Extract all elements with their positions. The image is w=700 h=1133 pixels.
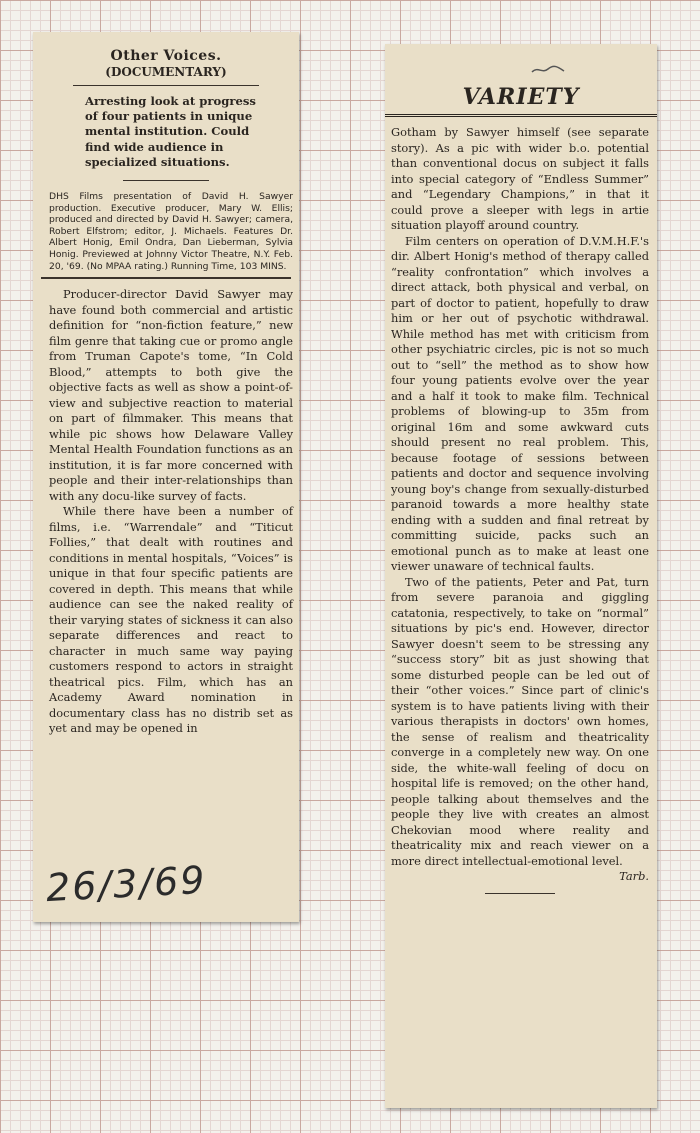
handwritten-date: 26/3/69 [44, 857, 208, 911]
divider [41, 277, 291, 279]
divider [385, 114, 657, 117]
review-body-left [33, 287, 299, 737]
review-body-right [385, 125, 657, 894]
divider [485, 893, 555, 894]
review-clipping-left [33, 32, 299, 922]
film-credits: DHS Films presentation of David H. Sawyer production. Executive producer, Mary W. Ellis; produced and directed by David H. Sawyer; camera, Robert Elfstrom; editor, J. Michaels. Features Dr. Albert Honig, Emil Ondra, Dan Lieberman, Sylvia Honig. Previewed at Johnny Victor Theatre, N.Y. Feb. 20, '69. (No MPAA rating.) Running Time, 103 MINS. [49, 191, 293, 272]
review-clipping-right [385, 44, 657, 1108]
paragraph: Two of the patients, Peter and Pat, turn from severe paranoia and giggling catatonia, respectively, to take on “normal” situations by pic's end. However, director Sawyer doesn't seem to be stressing any “success story” bit as just showing that some disturbed people can be led out of their “other voices.” Since part of clinic's system is to have patients living with their various therapists in doctors' own homes, the sense of realism and theatricality converge in a completely new way. On one side, the white-wall feeling of docu on hospital life is removed; on the other hand, people talking about themselves and the people they live with creates an almost Chekovian mood where reality and theatricality mix and reach viewer on a more direct intellectual-emotional level. [391, 574, 649, 868]
pencil-mark-icon [530, 64, 566, 76]
reviewer-signature: Tarb. [619, 869, 649, 883]
divider [73, 85, 259, 86]
paragraph: Producer-director David Sawyer may have found both commercial and artistic definition for “non-fiction feature,” new film genre that taking cue or promo angle from Truman Capote's tome, “In Cold Blood,” attempts to both give the objective facts as well as show a point-of-view and subjective reaction to material on part of filmmaker. This means that while pic shows how Delaware Valley Mental Health Foundation functions as an institution, it is far more concerned with people and their inter-relationships than with any docu-like survey of facts. [49, 287, 293, 503]
review-summary: Arresting look at progress of four patients in unique mental institution. Could find wide audience in specialized situations. [85, 94, 256, 169]
paragraph: Film centers on operation of D.V.M.H.F.'s dir. Albert Honig's method of therapy called “reality confrontation” which involves a direct attack, both physical and verbal, on part of doctor to patient, hopefully to draw him or her out of psychotic withdrawal. While method has met with criticism from other psychiatric circles, pic is not so much out to “sell” the method as to show how four young patients evolve over the year and a half it took to make film. Technical problems of blowing-up to 35m from original 16m and some awkward cuts should present no real problem. This, because footage of sessions between patients and doctor and sequence involving young boy's change from sexually-disturbed paranoid towards a more healthy state ending with a sudden and final retreat by committing suicide, packs such an emotional punch as to make at least one viewer unaware of technical faults. [391, 233, 649, 573]
publication-masthead: VARIETY [462, 84, 580, 110]
divider [123, 180, 209, 181]
paragraph: Gotham by Sawyer himself (see separate story). As a pic with wider b.o. potential than conventional docus on subject it falls into special category of “Endless Summer” and “Legendary Champions,” in that it could prove a sleeper with legs in artie situation playoff around country. [391, 125, 649, 232]
review-title: Other Voices. [110, 48, 222, 64]
genre-label: (DOCUMENTARY) [105, 65, 227, 79]
paragraph: While there have been a number of films, i.e. “Warrendale” and “Titicut Follies,” that dealt with routines and conditions in mental hospitals, “Voices” is unique in that four specific patients are covered in depth. This means that while audience can see the naked reality of their varying states of sickness it can also separate differences and react to character in much same way paying customers respond to actors in straight theatrical pics. Film, which has an Academy Award nomination in documentary class has no distrib set as yet and may be opened in [49, 504, 293, 736]
